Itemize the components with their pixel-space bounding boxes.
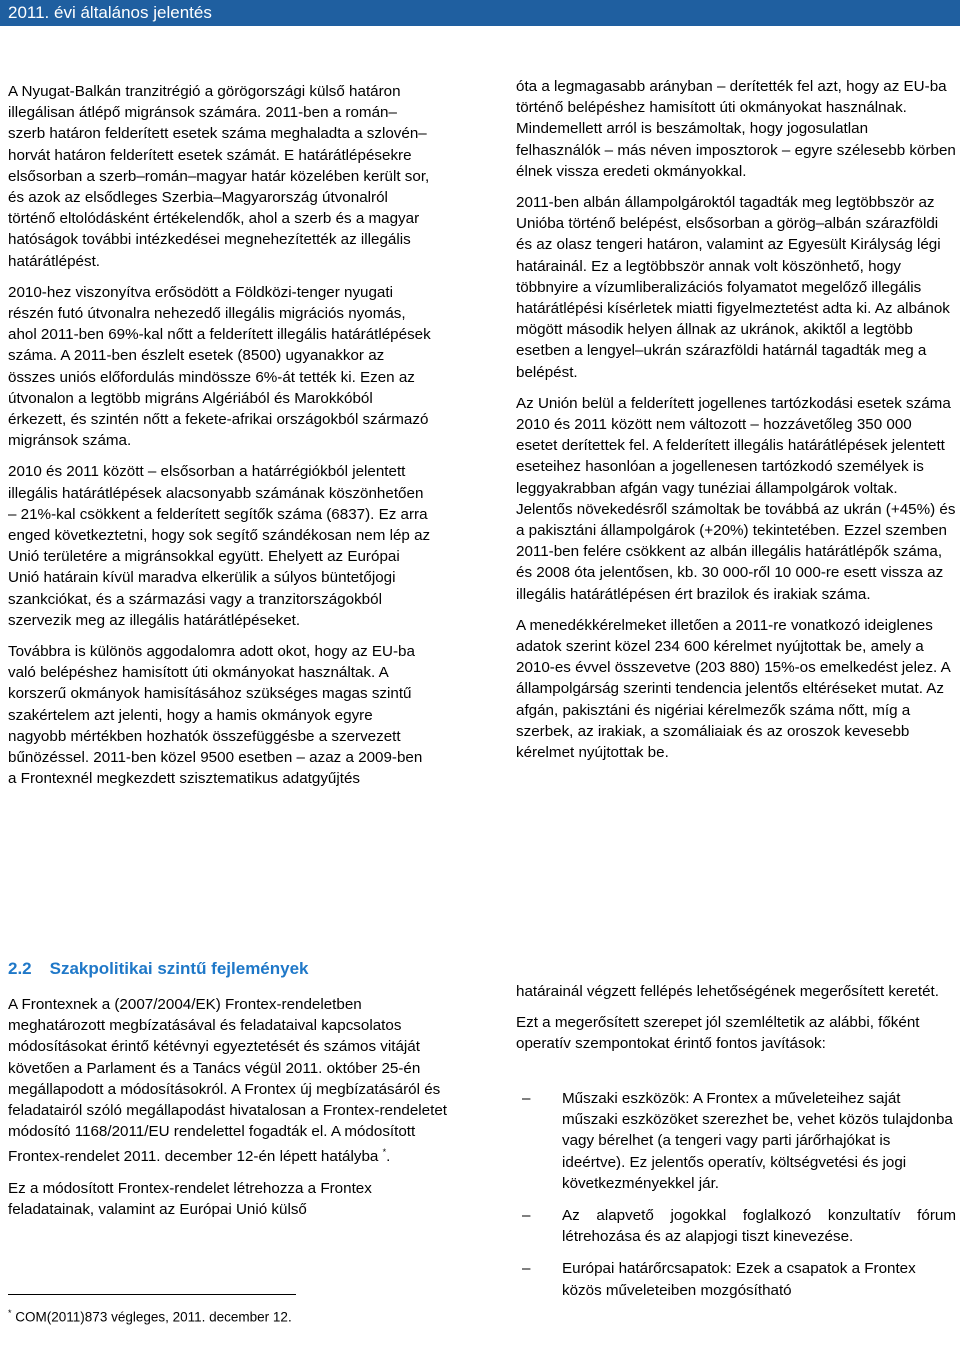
dash-bullet: – <box>522 1090 531 1107</box>
list-item-text: Az alapvető jogokkal foglalkozó konzultatív fórum létrehozása és az alapjogi tiszt kinevezése. <box>562 1207 956 1246</box>
paragraph: Az Unión belül a felderített jogellenes tartózkodási esetek száma 2010 és 2011 között nem változott – hozzávetőleg 350 000 esetet derítettek fel. A felderített illegális határátlépések jelentett eseteihez hasonlóan a jogellenesen tartózkodó személyek is leggyakrabban afgán vagy tunéziai állampolgárok voltak. Jelentős növekedésről számoltak be továbbá az ukrán (+45%) és a pakisztáni állampolgárok (+20%) tekintetében. Ezzel szemben 2011-ben felére csökkent az albán illegális határátlépők száma, és 2008 óta jelentősen, kb. 30 000-ről 10 000-re esett vissza az illegális határátlépésen ért brazilok és irakiak száma. <box>516 394 956 603</box>
paragraph: Ez a módosított Frontex-rendelet létrehozza a Frontex feladatainak, valamint az Európai Unió külső <box>8 1179 372 1218</box>
dash-bullet: – <box>522 1207 531 1225</box>
right-column-bottom <box>516 981 956 1065</box>
paragraph: A menedékkérelmeket illetően a 2011-re vonatkozó ideiglenes adatok szerint közel 234 600 kérelmet nyújtottak be, amely a 2010-es évvel összevetve (203 880) 15%-os emelkedést jelez. A állampolgárság szerinti tendencia jelentős eltéréseket mutat. Az afgán, pakisztáni és nigériai kérelmezők száma nőtt, míg a szerbek, az irakiak, a szomáliaiak és az oroszok kevesebb kérelmet nyújtottak be. <box>516 616 950 762</box>
footnote-text: COM(2011)873 végleges, 2011. december 12. <box>15 1309 292 1325</box>
left-column-bottom <box>8 994 448 1230</box>
paragraph: 2010 és 2011 között – elsősorban a határrégiókból jelentett illegális határátlépések alacsonyabb számának köszönhetően – 21%-kal csökkent a felderített segítők száma (6837). Ez arra enged következtetni, hogy sok segítő szándékosan nem lép az Unió területére a migránsokkal együtt. Ehelyett az Európai Unió határain kívül maradva elkerülik a súlyos büntetőjogi szankciókat, és a származási vagy a tranzitországokból szervezik meg az illegális határátlépéseket. <box>8 463 431 629</box>
footnote-marker: * <box>382 1147 387 1158</box>
list-item <box>516 1258 956 1300</box>
dash-bullet: – <box>522 1260 531 1278</box>
section-heading <box>8 958 309 980</box>
list-item <box>516 1205 956 1247</box>
left-column-top <box>8 81 433 800</box>
right-column-top <box>516 76 956 773</box>
list-item-text: Európai határőrcsapatok: Ezek a csapatok a Frontex közös műveleteiben mozgósítható <box>562 1260 916 1299</box>
paragraph: A Nyugat-Balkán tranzitrégió a görögországi külső határon illegálisan átlépő migránsok számára. 2011-ben a román–szerb határon felderített esetek száma meghaladta a szlovén–horvát határon felderített esetek számát. E határátlépésekre elsősorban a szerb–román–magyar határ közelében került sor, és azok az elsődleges Szerbia–Magyarország útvonalról történő eltolódásként értékelendők, ahol a szerb és a magyar hatóságok további intézkedései megnehezítették az illegális határátlépést. <box>8 83 430 270</box>
section-title: Szakpolitikai szintű fejlemények <box>49 959 309 978</box>
paragraph: 2011-ben albán állampolgároktól tagadták meg legtöbbször az Unióba történő belépést, elsősorban a görög–albán szárazföldi és az olasz tengeri határon, valamint az Egyesült Királyság légi határainál. Ez a legtöbbször annak volt köszönhető, hogy többnyire a vízumliberalizációs folyamatot megelőző illegális határátlépési kísérletek miatti figyelmeztetést adta ki. Az albánok mögött második helyen állnak az ukránok, akiktől a legtöbb esetben a lengyel–ukrán szárazföldi határnál tagadták meg a belépést. <box>516 194 950 381</box>
footnote-divider <box>8 1294 296 1295</box>
paragraph: A Frontexnek a (2007/2004/EK) Frontex-rendeletben meghatározott megbízatásával és feladataival kapcsolatos módosításokat érintő kétévnyi egyeztetését és számos vitáját követően a Parlament és a Tanács végül 2011. október 25-én megállapodott a módosításokról. A Frontex új megbízatásáról és feladatairól szóló megállapodást hivatalosan a Frontex-rendeletet módosító 1168/2011/EU rendelettel fogadták el. A módosított Frontex-rendelet 2011. december 12-én lépett hatályba *. <box>8 996 448 1166</box>
paragraph: Továbbra is különös aggodalomra adott okot, hogy az EU-ba való belépéshez hamisított úti okmányokat használtak. A korszerű okmányok hamisításához szükséges magas szintű szakértelem azt jelenti, hogy a hamis okmányok egyre nagyobb mértékben hozhatók összefüggésbe a szervezett bűnözéssel. 2011-ben közel 9500 esetben – azaz a 2009-ben a Frontexnél megkezdett szisztematikus adatgyűjtés <box>8 643 423 788</box>
paragraph: Ezt a megerősített szerepet jól szemléltetik az alábbi, főként operatív szempontokat érintő fontos javítások: <box>516 1014 920 1053</box>
paragraph: 2010-hez viszonyítva erősödött a Földközi-tenger nyugati részén futó útvonalra nehezedő illegális migrációs nyomás, ahol 2011-ben 69%-kal nőtt a felderített illegális határátlépések száma. A 2011-ben észlelt esetek (8500) ugyanakkor az összes uniós előfordulás mindössze 6%-át tették ki. Ezen az útvonalon a legtöbb migráns Algériából és Marokkóból érkezett, és szintén nőtt a fekete-afrikai országokból származó migránsok száma. <box>8 283 431 450</box>
header-title: 2011. évi általános jelentés <box>8 3 212 22</box>
bullet-list <box>516 1088 956 1312</box>
paragraph: óta a legmagasabb arányban – derítették fel azt, hogy az EU-ba történő belépéshez hamisított úti okmányokat használnak. Mindemellett arról is beszámoltak, hogy jogosulatlan felhasználók – más néven imposztorok – egyre szélesebb körben élnek vissza eredeti okmányokkal. <box>516 78 956 180</box>
section-number: 2.2 <box>8 959 32 978</box>
footnote-marker: * <box>8 1308 12 1318</box>
footnote <box>8 1304 292 1327</box>
paragraph: határainál végzett fellépés lehetőségének megerősített keretét. <box>516 983 939 1000</box>
page-header <box>0 0 960 26</box>
list-item <box>516 1088 956 1194</box>
list-item-text: Műszaki eszközök: A Frontex a műveleteihez saját műszaki eszközöket szerezhet be, vehet közös tulajdonba vagy bérelhet (a tengeri vagy parti járőrhajókat is ideértve). Ez jelentős operatív, költségvetési és jogi következményekkel jár. <box>562 1090 953 1192</box>
paragraph-text: A Frontexnek a (2007/2004/EK) Frontex-rendeletben meghatározott megbízatásával és feladataival kapcsolatos módosításokat érintő kétévnyi egyeztetését és számos vitáját követően a Parlament és a Tanács végül 2011. október 25-én megállapodott a módosításokról. A Frontex új megbízatásáról és feladatairól szóló megállapodást hivatalosan a Frontex-rendeletet módosító 1168/2011/EU rendelettel fogadták el. A módosított Frontex-rendelet 2011. december 12-én lépett hatályba <box>8 996 448 1166</box>
